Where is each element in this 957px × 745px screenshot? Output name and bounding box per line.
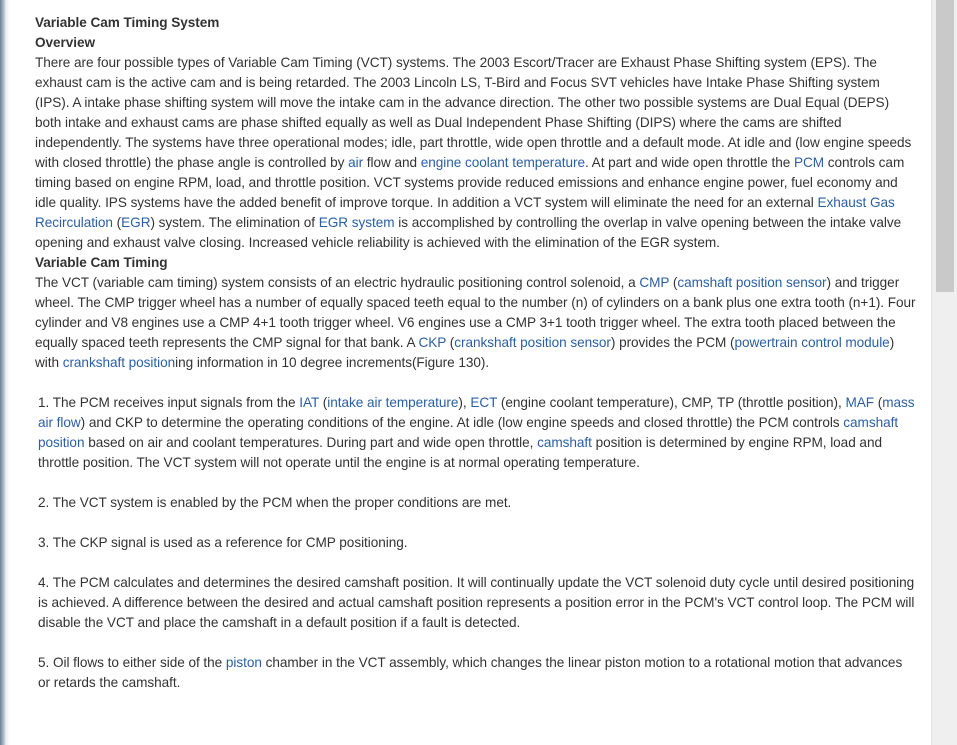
link-egr[interactable]: EGR [121,215,151,230]
link-crankshaft-position[interactable]: crankshaft position [62,355,176,370]
link-camshaft-position[interactable]: camshaft position [38,415,899,450]
document-page [11,0,931,745]
link-crankshaft-position-sensor[interactable]: crankshaft position sensor [454,335,611,350]
scrollbar-thumb[interactable] [936,0,954,292]
text-run: ing information in 10 degree increments(Figure 130). [175,355,490,370]
list-item-2: 2. The VCT system is enabled by the PCM when the proper conditions are met. [38,495,512,510]
text-run: . At part and wide open throttle the [584,155,794,170]
text-run: ) and CKP to determine the operating conditions of the engine. At idle (low engine speeds and closed throttle) the PCM controls [80,415,844,430]
text-run: 5. Oil flows to either side of the [38,655,226,670]
text-run: ( [669,275,678,290]
text-run: (engine coolant temperature), CMP, TP (throttle position), [497,395,846,410]
background-window-edge [0,0,10,745]
link-powertrain-control-module[interactable]: powertrain control module [734,335,890,350]
text-run: based on air and coolant temperatures. During part and wide open throttle, [84,435,538,450]
link-maf[interactable]: MAF [845,395,875,410]
section-title-variable-cam-timing: Variable Cam Timing [35,255,168,270]
text-run: 1. The PCM receives input signals from the [38,395,300,410]
overview-paragraph [35,53,917,253]
link-camshaft-position-sensor[interactable]: camshaft position sensor [677,275,827,290]
text-run: ( [446,335,455,350]
text-run: The VCT (variable cam timing) system consists of an electric hydraulic positioning control solenoid, a [35,275,640,290]
link-camshaft[interactable]: camshaft [537,435,592,450]
link-ckp[interactable]: CKP [418,335,447,350]
link-intake-air-temperature[interactable]: intake air temperature [327,395,459,410]
text-run: ), [458,395,471,410]
list-item-5 [35,653,917,693]
link-cmp[interactable]: CMP [639,275,670,290]
vertical-scrollbar[interactable] [931,0,957,745]
vct-paragraph [35,273,917,373]
text-run: ( [319,395,328,410]
text-run: is accomplished by controlling the overlap in valve opening between the intake valve opening and exhaust valve closing. Increased vehicle reliability is achieved with the elimination of the EGR system. [35,215,902,250]
text-run: flow and [363,155,421,170]
link-piston[interactable]: piston [225,655,262,670]
text-run: chamber in the VCT assembly, which changes the linear piston motion to a rotational motion that advances or retards the camshaft. [38,655,903,690]
link-pcm[interactable]: PCM [793,155,825,170]
link-air[interactable]: air [348,155,364,170]
text-run: ) with [35,335,895,370]
link-exhaust-gas-recirculation[interactable]: Exhaust Gas Recirculation [35,195,895,230]
link-egr-system[interactable]: EGR system [318,215,395,230]
text-run: controls cam timing based on engine RPM, load, and throttle position. VCT systems provide reduced emissions and enhance engine power, fuel economy and idle quality. IPS systems have the added benefit of improve torque. In addition a VCT system will eliminate the need for an external [35,155,905,210]
link-iat[interactable]: IAT [299,395,320,410]
text-run: ) system. The elimination of [150,215,319,230]
list-item-4: 4. The PCM calculates and determines the desired camshaft position. It will continually update the VCT solenoid duty cycle until desired positioning is achieved. A difference between the desired and actual camshaft position represents a position error in the PCM's VCT control loop. The PCM will disable the VCT and place the camshaft in a default position if a fault is detected. [38,575,915,630]
text-run: position is determined by engine RPM, load and throttle position. The VCT system will not operate until the engine is at normal operating temperature. [38,435,882,470]
text-run: ( [874,395,883,410]
section-title-vct-system: Variable Cam Timing System [35,15,220,30]
text-run: There are four possible types of Variable Cam Timing (VCT) systems. The 2003 Escort/Tracer are Exhaust Phase Shifting system (EPS). The exhaust cam is the active cam and is being retarded. The 2003 Lincoln LS, T-Bird and Focus SVT vehicles have Intake Phase Shifting system (IPS). A intake phase shifting system will move the intake cam in the advance direction. The other two possible systems are Dual Equal (DEPS) both intake and exhaust cams are phase shifted equally as well as Dual Independent Phase Shifting (DIPS) where the cams are shifted independently. The systems have three operational modes; idle, part throttle, wide open throttle and a default mode. At idle and (low engine speeds with closed throttle) the phase angle is controlled by [35,55,912,170]
text-run: ) and trigger wheel. The CMP trigger wheel has a number of equally spaced teeth equal to the number (n) of cylinders on a bank plus one extra tooth (n+1). Four cylinder and V8 engines use a CMP 4+1 tooth trigger wheel. V6 engines use a CMP 3+1 tooth trigger wheel. The extra tooth placed between the equally spaced teeth represents the CMP signal for that bank. A [35,275,916,350]
link-engine-coolant-temperature[interactable]: engine coolant temperature [420,155,585,170]
link-mass-air-flow[interactable]: mass air flow [38,395,915,430]
link-ect[interactable]: ECT [470,395,498,410]
list-item-3: 3. The CKP signal is used as a reference for CMP positioning. [38,535,408,550]
text-run: ( [112,215,122,230]
section-subtitle-overview: Overview [35,35,96,50]
list-item-1 [35,393,917,473]
text-run: ) provides the PCM ( [610,335,735,350]
article-content [35,13,917,693]
